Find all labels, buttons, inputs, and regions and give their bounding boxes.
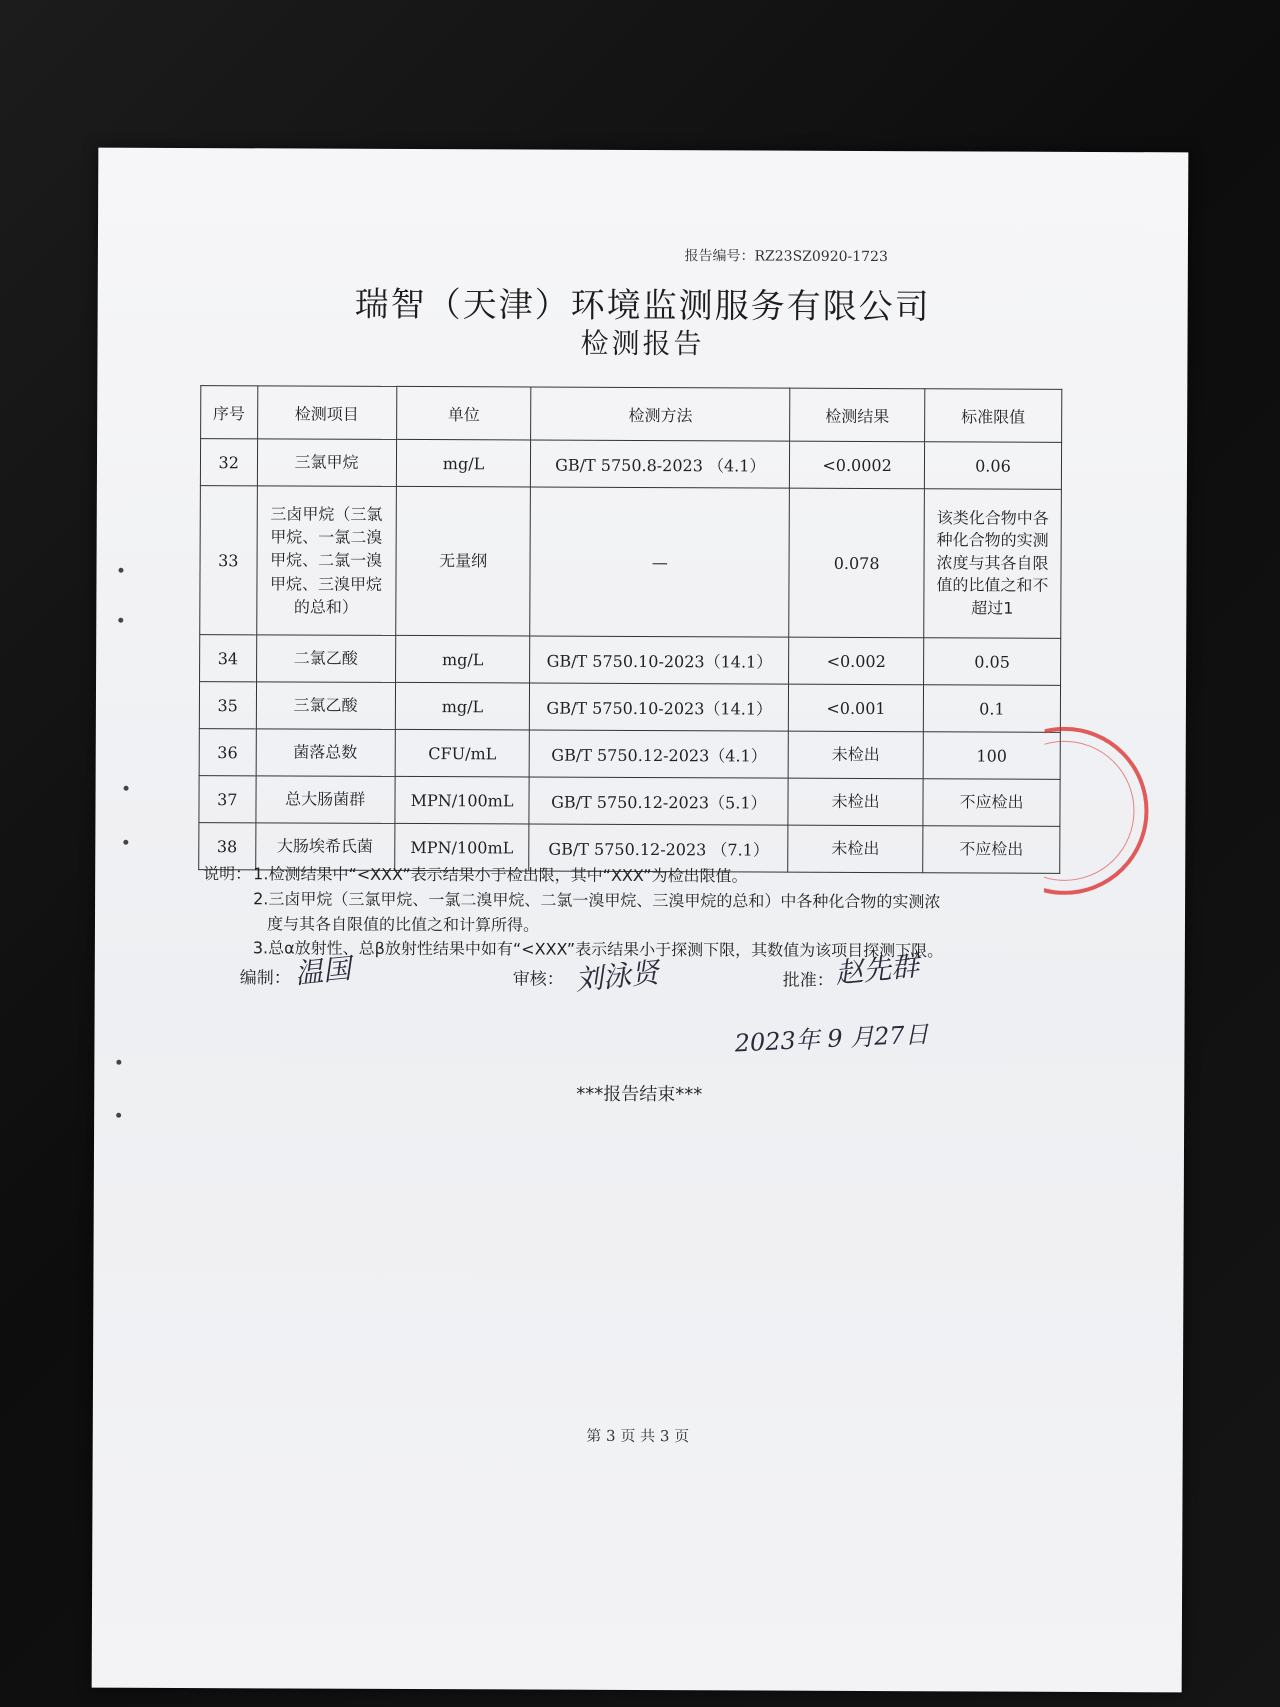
cell-item: 三卤甲烷（三氯甲烷、一氯二溴甲烷、二氯一溴甲烷、三溴甲烷的总和）	[256, 486, 396, 636]
notes-label: 说明：	[203, 864, 252, 884]
cell-method: GB/T 5750.12-2023 （7.1）	[529, 824, 788, 872]
table-row	[200, 635, 1061, 686]
cell-unit: mg/L	[396, 439, 531, 487]
cell-method: GB/T 5750.10-2023（14.1）	[530, 636, 789, 684]
report-end-mark: ***报告结束***	[576, 1083, 703, 1106]
cell-result: <0.0002	[790, 441, 925, 489]
cell-unit: mg/L	[395, 635, 530, 683]
note-2: 2.三卤甲烷（三氯甲烷、一氯二溴甲烷、二氯一溴甲烷、三溴甲烷的总和）中各种化合物的实测浓	[253, 889, 941, 912]
cell-no: 34	[200, 635, 257, 682]
cell-result: 未检出	[788, 778, 923, 826]
table-row	[200, 486, 1062, 639]
cell-limit: 0.1	[923, 685, 1060, 733]
binding-hole	[116, 1113, 121, 1118]
cell-item: 总大肠菌群	[255, 776, 394, 824]
cell-result: 0.078	[789, 488, 924, 638]
table-row	[199, 776, 1060, 827]
header-result: 检测结果	[790, 388, 925, 442]
document-title: 检测报告	[580, 326, 705, 361]
cell-result: <0.002	[789, 637, 924, 685]
cell-result: 未检出	[788, 731, 923, 779]
cell-no: 36	[199, 729, 256, 776]
cell-item: 大肠埃希氏菌	[255, 823, 394, 871]
cell-unit: 无量纲	[395, 486, 530, 636]
report-number: 报告编号：RZ23SZ0920-1723	[684, 248, 888, 266]
cell-limit: 不应检出	[923, 826, 1060, 874]
header-unit: 单位	[396, 386, 531, 440]
header-no: 序号	[201, 386, 258, 439]
approve-label: 批准：	[782, 970, 834, 991]
binding-hole	[116, 1060, 121, 1065]
cell-item: 三氯乙酸	[256, 682, 395, 730]
cell-result: 未检出	[788, 825, 923, 873]
cell-item: 三氯甲烷	[257, 439, 396, 487]
cell-unit: MPN/100mL	[394, 823, 529, 871]
binding-hole	[118, 618, 123, 623]
header-limit: 标准限值	[925, 389, 1062, 443]
cell-unit: CFU/mL	[395, 729, 530, 777]
cell-no: 33	[200, 486, 257, 635]
note-2-continued: 度与其各自限值的比值之和计算所得。	[266, 913, 540, 935]
cell-no: 35	[199, 682, 256, 729]
cell-method: GB/T 5750.8-2023 （4.1）	[531, 440, 790, 488]
review-signature: 刘泳贤	[573, 955, 661, 998]
table-row	[199, 682, 1060, 733]
cell-limit: 0.05	[924, 638, 1061, 686]
cell-item: 二氯乙酸	[256, 635, 395, 683]
cell-no: 38	[199, 823, 256, 870]
cell-method: GB/T 5750.12-2023（5.1）	[529, 777, 788, 825]
page-number: 第 3 页 共 3 页	[586, 1426, 690, 1446]
cell-method: —	[530, 487, 789, 637]
header-item: 检测项目	[257, 386, 396, 440]
report-page	[92, 148, 1189, 1693]
note-1: 1.检测结果中“<XXX”表示结果小于检出限，其中“XXX”为检出限值。	[253, 864, 748, 886]
approve-signature: 赵先群	[833, 948, 921, 991]
cell-unit: MPN/100mL	[395, 776, 530, 824]
header-method: 检测方法	[531, 387, 790, 441]
binding-hole	[124, 786, 129, 791]
company-name: 瑞智（天津）环境监测服务有限公司	[354, 284, 931, 328]
cell-limit: 该类化合物中各种化合物的实测浓度与其各自限值的比值之和不超过1	[924, 489, 1062, 639]
review-label: 审核：	[512, 969, 564, 990]
cell-no: 32	[200, 439, 257, 486]
table-header-row	[201, 386, 1062, 443]
cell-no: 37	[199, 776, 256, 823]
table-row	[199, 729, 1060, 780]
cell-method: GB/T 5750.12-2023（4.1）	[530, 730, 789, 778]
cell-limit: 不应检出	[923, 779, 1060, 827]
compile-label: 编制：	[239, 968, 291, 989]
results-table	[198, 385, 1062, 874]
binding-hole	[123, 840, 128, 845]
sign-date: 2023年 9 月27日	[734, 1020, 930, 1058]
cell-limit: 100	[923, 732, 1060, 780]
note-3: 3.总α放射性、总β放射性结果中如有“<XXX”表示结果小于探测下限，其数值为该项目探测下限。	[252, 938, 944, 961]
table-row	[200, 439, 1061, 490]
cell-item: 菌落总数	[256, 729, 395, 777]
cell-method: GB/T 5750.10-2023（14.1）	[530, 683, 789, 731]
cell-limit: 0.06	[924, 442, 1061, 490]
compile-signature: 温国	[293, 951, 353, 991]
cell-unit: mg/L	[395, 682, 530, 730]
cell-result: <0.001	[789, 684, 924, 732]
binding-hole	[119, 568, 124, 573]
